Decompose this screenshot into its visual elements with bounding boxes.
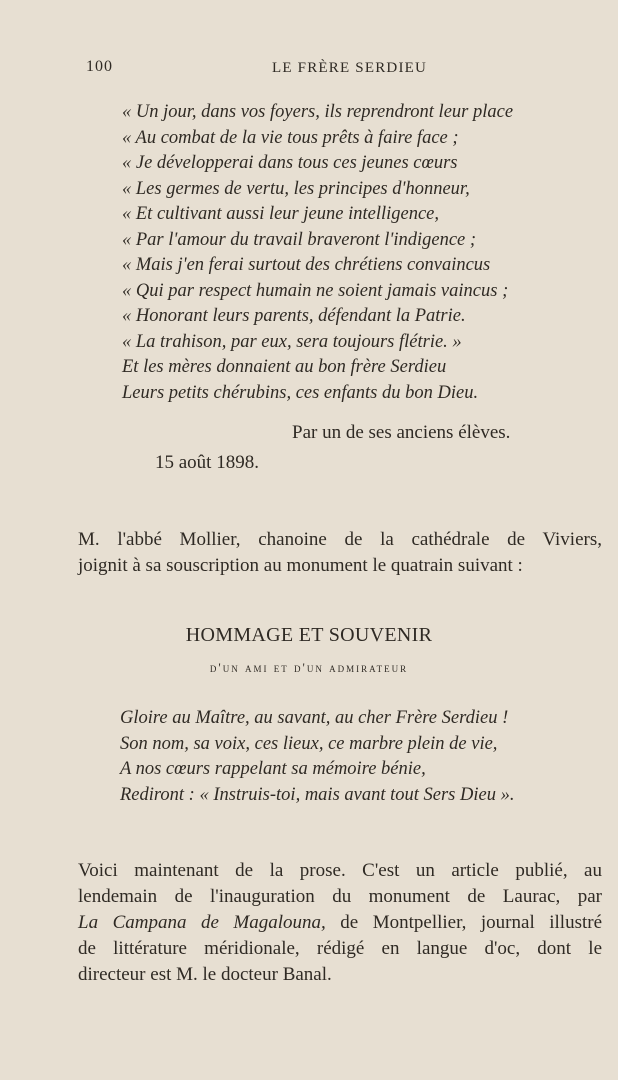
poem-line: Et les mères donnaient au bon frère Serdieu (122, 357, 447, 377)
poem-line: « Un jour, dans vos foyers, ils reprendront leur place (122, 102, 514, 122)
poem-line: Son nom, sa voix, ces lieux, ce marbre plein de vie, (120, 733, 498, 754)
page-number: 100 (86, 58, 113, 75)
paragraph-line: Voici maintenant de la prose. C'est un article publié, au (78, 860, 602, 881)
poem-line: Rediront : « Instruis-toi, mais avant tout Sers Dieu ». (120, 784, 515, 805)
poem-line: « Qui par respect humain ne soient jamais vaincus ; (122, 280, 509, 301)
poem-line: « La trahison, par eux, sera toujours flétrie. » (122, 331, 462, 352)
paragraph-line: de littérature méridionale, rédigé en langue d'oc, dont le (78, 938, 602, 959)
poem-line: A nos cœurs rappelant sa mémoire bénie, (120, 759, 426, 779)
poem-line: « Et cultivant aussi leur jeune intelligence, (122, 204, 439, 224)
paragraph-prose-intro (78, 858, 602, 988)
poem-first (122, 100, 513, 406)
paragraph-line (78, 910, 602, 936)
paragraph-line: M. l'abbé Mollier, chanoine de la cathédrale de Viviers, (78, 529, 602, 550)
poem-line: « Par l'amour du travail braveront l'indigence ; (122, 229, 477, 250)
section-subtitle: d'un ami et d'un admirateur (209, 660, 409, 675)
paragraph-line: lendemain de l'inauguration du monument de Laurac, par (78, 886, 602, 907)
poem-line: Gloire au Maître, au savant, au cher Frère Serdieu ! (120, 708, 509, 728)
poem-line: « Au combat de la vie tous prêts à faire face ; (122, 127, 459, 148)
paragraph-abbe-mollier (78, 527, 602, 579)
paragraph-text: de Montpellier, journal illustré (325, 912, 602, 933)
poem-date: 15 août 1898. (155, 452, 259, 473)
poem-line: « Honorant leurs parents, défendant la Patrie. (122, 306, 466, 326)
poem-line: « Les germes de vertu, les principes d'honneur, (122, 178, 470, 199)
quatrain (120, 706, 514, 808)
poem-line: « Je développerai dans tous ces jeunes cœurs (122, 153, 458, 173)
journal-title: La Campana de Magalouna, (78, 912, 326, 933)
running-title: LE FRÈRE SERDIEU (272, 60, 428, 76)
paragraph-line: joignit à sa souscription au monument le quatrain suivant : (78, 555, 523, 576)
section-title: HOMMAGE ET SOUVENIR (185, 624, 433, 646)
paragraph-line: directeur est M. le docteur Banal. (78, 964, 332, 985)
poem-line: « Mais j'en ferai surtout des chrétiens convaincus (122, 255, 491, 275)
poem-line: Leurs petits chérubins, ces enfants du bon Dieu. (122, 382, 479, 403)
poem-attribution: Par un de ses anciens élèves. (292, 422, 511, 443)
